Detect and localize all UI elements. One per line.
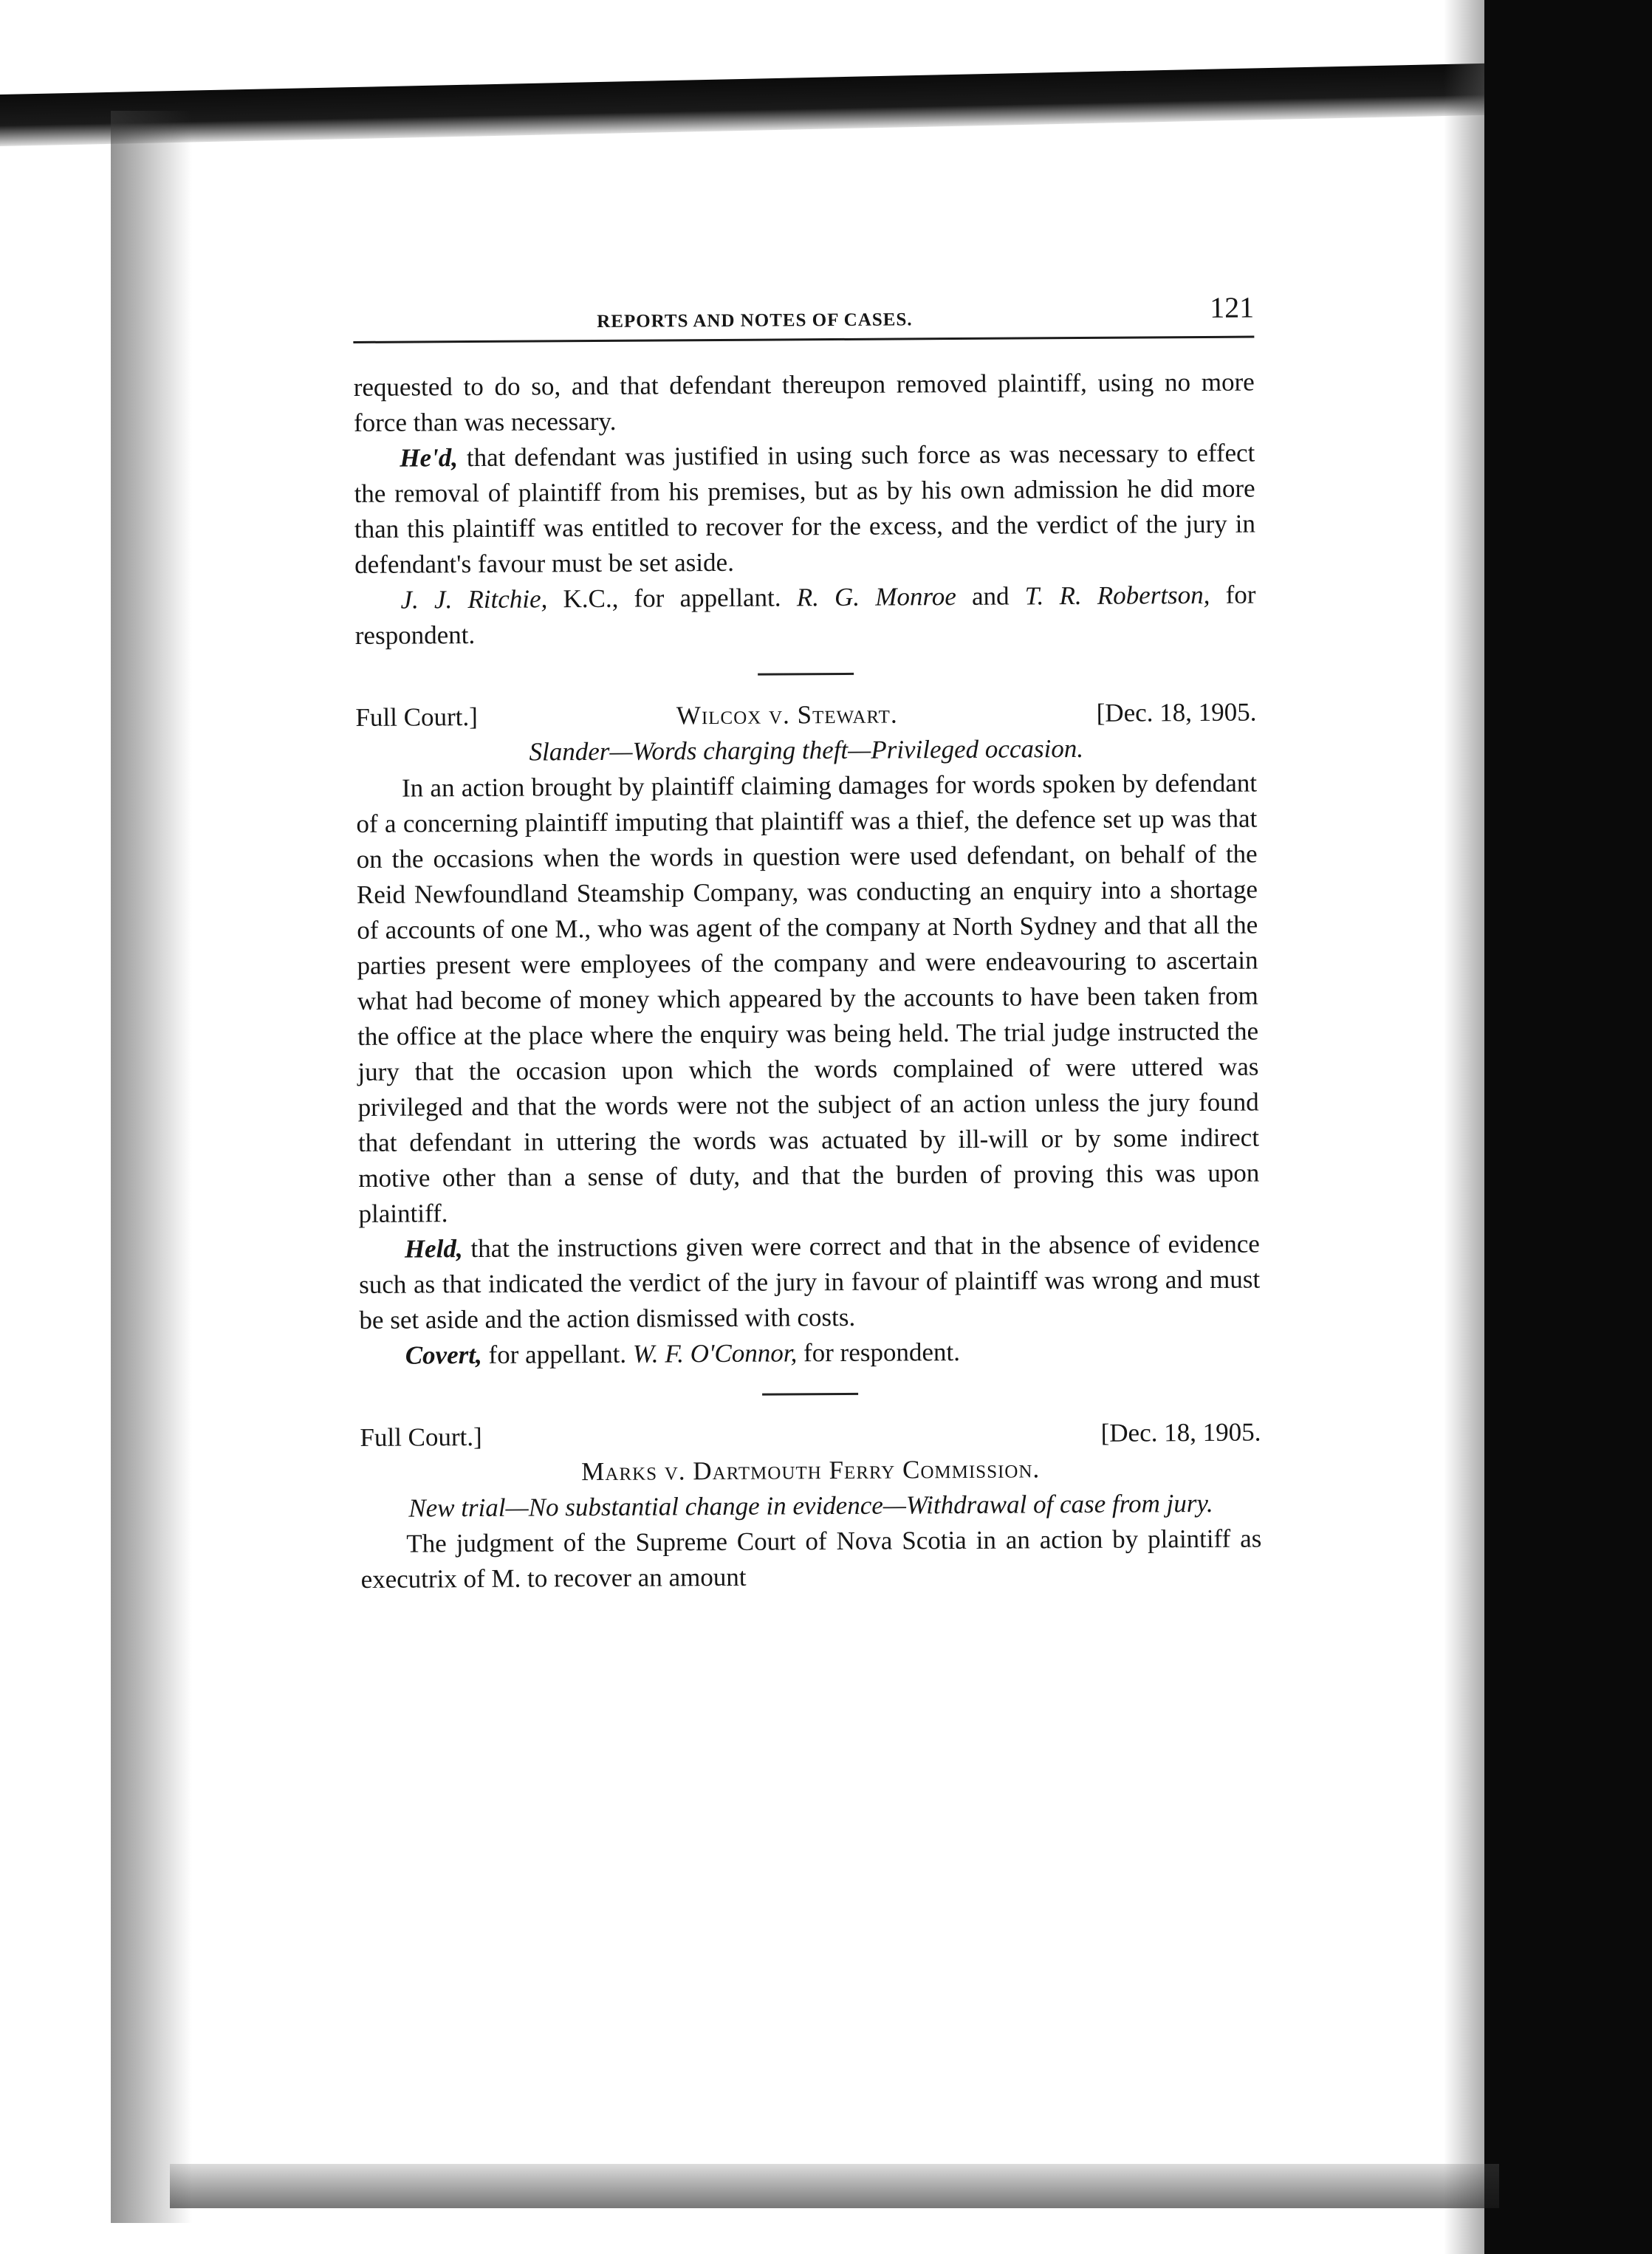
held-text: that defendant was justified in using such force as was necessary to effect the removal of plaintiff from his premises, but as by his own admission he did more than this plaintiff was entitled to recover for the excess, and the verdict of the jury in defendant's favour must be set aside. bbox=[354, 438, 1256, 579]
scan-left-shadow bbox=[111, 111, 192, 2223]
scan-top-edge bbox=[0, 62, 1551, 146]
court-label: Full Court.] bbox=[355, 702, 478, 732]
case1-catchwords: Slander—Words charging theft—Privileged occasion. bbox=[529, 733, 1084, 767]
case-title: Wilcox v. Stewart. bbox=[676, 699, 898, 730]
case1-counsel bbox=[360, 1333, 1261, 1374]
case2-body: The judgment of the Supreme Court of Nova Scotia in an action by plaintiff as executrix of M. to recover an amount bbox=[360, 1524, 1262, 1594]
case2-catchwords: New trial—No substantial change in evidence—Withdrawal of case from jury. bbox=[408, 1488, 1213, 1523]
scan-right-edge bbox=[1484, 0, 1652, 2254]
case1-body: In an action brought by plaintiff claiming damages for words spoken by defendant of a concerning plaintiff imputing that plaintiff was a thief, the defence set up was that on the occasions when the words in question were used defendant, on behalf of the Reid Newfoundland Steamship Company, was conducting an enquiry into a shortage of accounts of one M., who was agent of the company at North Sydney and that all the parties present were employees of the company and were endeavouring to ascertain what had become of money which appeared by the accounts to have been taken from the office at the place where the enquiry was being held. The trial judge instructed the jury that the occasion upon which the words complained of were uttered was privileged and that the words were not the subject of an action unless the jury found that defendant in uttering the words was actuated by ill-will or by some indirect motive other than a sense of duty, and that the burden of proving this was upon plaintiff. bbox=[356, 768, 1260, 1228]
counsel-name: T. R. Robertson, bbox=[1024, 580, 1210, 611]
running-head bbox=[353, 290, 1254, 343]
held-text: that the instructions given were correct and that in the absence of evidence such as that indicated the verdict of the jury in favour of plaintiff was wrong and must be set aside and the action dismissed with costs. bbox=[359, 1229, 1261, 1335]
counsel-text: K.C., for appellant. bbox=[547, 583, 797, 614]
case1-heading bbox=[355, 695, 1256, 736]
counsel-name: W. F. O'Connor, bbox=[632, 1338, 798, 1368]
case0-counsel bbox=[354, 578, 1256, 654]
case0-held bbox=[354, 436, 1255, 583]
counsel-name: R. G. Monroe bbox=[796, 582, 956, 612]
page-number: 121 bbox=[1209, 290, 1255, 324]
counsel-text: for respondent. bbox=[797, 1337, 961, 1368]
section-separator bbox=[762, 1393, 858, 1396]
counsel-name: Covert, bbox=[405, 1340, 482, 1370]
running-title: REPORTS AND NOTES OF CASES. bbox=[597, 309, 913, 332]
counsel-name: J. J. Ritchie, bbox=[400, 584, 548, 614]
section-separator bbox=[758, 673, 854, 676]
counsel-text: for appellant. bbox=[481, 1339, 633, 1369]
counsel-text: and bbox=[956, 581, 1025, 612]
case1-held bbox=[359, 1227, 1261, 1338]
case-title: Marks v. Dartmouth Ferry Commission. bbox=[581, 1454, 1041, 1487]
scan-gutter-shadow bbox=[1444, 0, 1488, 2254]
scan-bottom-edge bbox=[170, 2164, 1499, 2208]
case-date: [Dec. 18, 1905. bbox=[1096, 697, 1257, 727]
case0-paragraph: requested to do so, and that defendant thereupon removed plaintiff, using no more force than was necessary. bbox=[353, 367, 1255, 437]
held-label: He'd, bbox=[400, 443, 459, 473]
case-date: [Dec. 18, 1905. bbox=[1100, 1417, 1261, 1448]
court-label: Full Court.] bbox=[360, 1422, 482, 1452]
case2-heading bbox=[360, 1415, 1261, 1456]
book-page bbox=[353, 290, 1262, 1597]
counsel-text: for respondent. bbox=[354, 580, 1256, 650]
held-label: Held, bbox=[404, 1234, 463, 1264]
